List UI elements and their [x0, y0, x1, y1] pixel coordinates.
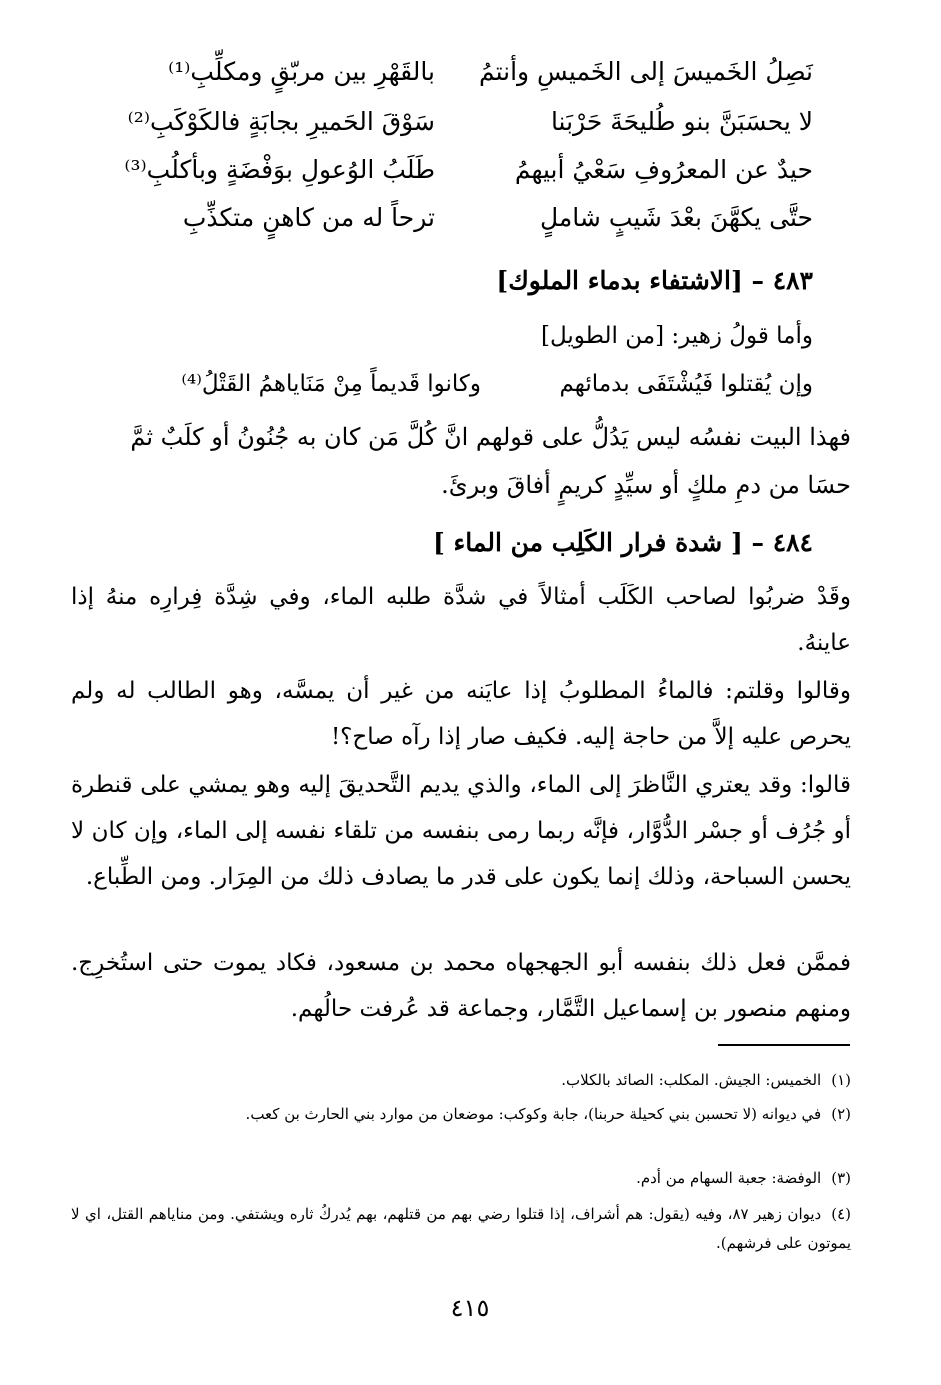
- section-484-paragraph-1: وقَدْ ضربُوا لصاحب الكَلَب أمثالاً في شدَّة طلبه الماء، وفي شِدَّة فِرارِه منهُ إذا عاينهُ.: [71, 584, 851, 656]
- footnote-4: [71, 1200, 851, 1258]
- footnote-3: [71, 1164, 851, 1193]
- verse-1-right: نَصِلُ الخَميسَ إلى الخَميسِ وأنتمُ: [478, 57, 813, 86]
- footnote-text: الوفضة: جعبة السهام من أدم.: [636, 1169, 822, 1187]
- footnote-number: (٤): [831, 1205, 851, 1223]
- verse-4-right: حتَّى يكهَّنَ بعْدَ شَيبٍ شاملٍ: [539, 203, 813, 232]
- section-483-line-1: فهذا البيت نفسُه ليس يَدُلُّ على قولهم انَّ كُلَّ مَن كان به جُنُونُ أو كلَبٌ ثمَّ: [130, 423, 851, 451]
- footnote-text: في ديوانه (لا تحسبن بني كحيلة حربنا)، جابة وكوكب: موضعان من موارد بني الحارث بن كعب.: [245, 1105, 822, 1123]
- section-483-heading: ٤٨٣ – [الاشتفاء بدماء الملوك]: [496, 266, 813, 295]
- section-483-verse-right: وإن يُقتلوا فَيُشْتَفَى بدمائهم: [559, 371, 813, 397]
- section-484-paragraph-2: وقالوا وقلتم: فالماءُ المطلوبُ إذا عايَنه من غير أن يمسَّه، وهو الطالب له ولم يحرص عليه إلاَّ من حاجة إليه. فكيف صار إذا رآه صاح؟!: [71, 678, 851, 750]
- section-484-paragraph-4: فممَّن فعل ذلك بنفسه أبو الجهجهاه محمد بن مسعود، فكاد يموت حتى استُخرِج. ومنهم منصور بن إسماعيل التَّمَّار، وجماعة قد عُرفت حالُهم.: [71, 950, 851, 1022]
- footnote-text: الخميس: الجيش. المكلب: الصائد بالكلاب.: [561, 1071, 822, 1089]
- footnote-text: ديوان زهير ٨٧، وفيه (يقول: هم أشراف، إذا قتلوا رضي بهم من قتلهم، بهم يُدركُ ثاره ويشتفي. ومن مناياهم القتل، اي لا يموتون على فرشهم).: [71, 1205, 851, 1252]
- verse-4-left: ترحاً له من كاهنٍ متكذِّبِ: [182, 203, 435, 232]
- verse-2-right: لا يحسَبَنَّ بنو طُليحَةَ حَرْبَنا: [550, 107, 813, 136]
- section-483-intro: وأما قولُ زهير: [من الطويل]: [540, 323, 813, 349]
- verse-3-right: حيدٌ عن المعرُوفِ سَعْيُ أبيهمُ: [514, 155, 813, 184]
- section-483-line-2: حسَا من دمِ ملكٍ أو سيِّدٍ كريمٍ أفاقَ وبرئَ.: [441, 471, 851, 499]
- footnote-number: (٣): [831, 1169, 851, 1187]
- footnote-number: (٢): [831, 1105, 851, 1123]
- section-484-heading: ٤٨٤ – [ شدة فرار الكَلِب من الماء ]: [432, 528, 813, 557]
- footnote-1: [71, 1066, 851, 1095]
- verse-3-left: طَلَبُ الوُعولِ بوَفْضَةٍ وبأكلُبِ⁽³⁾: [124, 155, 435, 184]
- section-484-paragraph-3: قالوا: وقد يعتري النَّاظرَ إلى الماء، والذي يديم التَّحديقَ إليه وهو يمشي على قنطرة أو جُرُف أو جسْر الدُّوَّار، فإنَّه ربما رمى بنفسه من تلقاء نفسه إلى الماء، وإن كان لا يحسن السباحة، وذلك إنما يكون على قدر ما يصادف ذلك من المِرَار. ومن الطِّباع.: [71, 772, 851, 890]
- footnote-separator: [718, 1044, 850, 1046]
- footnote-number: (١): [831, 1071, 851, 1089]
- page-number: ٤١٥: [450, 1294, 490, 1322]
- verse-2-left: سَوْقَ الحَميرِ بجابَةٍ فالكَوْكَبِ⁽²⁾: [127, 107, 435, 136]
- section-483-verse-left: وكانوا قَديماً مِنْ مَنَاياهمُ القَتْلُ⁽⁴⁾: [181, 371, 481, 397]
- footnote-2: [71, 1100, 851, 1129]
- verse-1-left: بالقَهْرِ بين مربّقٍ ومكلِّبِ⁽¹⁾: [168, 57, 435, 86]
